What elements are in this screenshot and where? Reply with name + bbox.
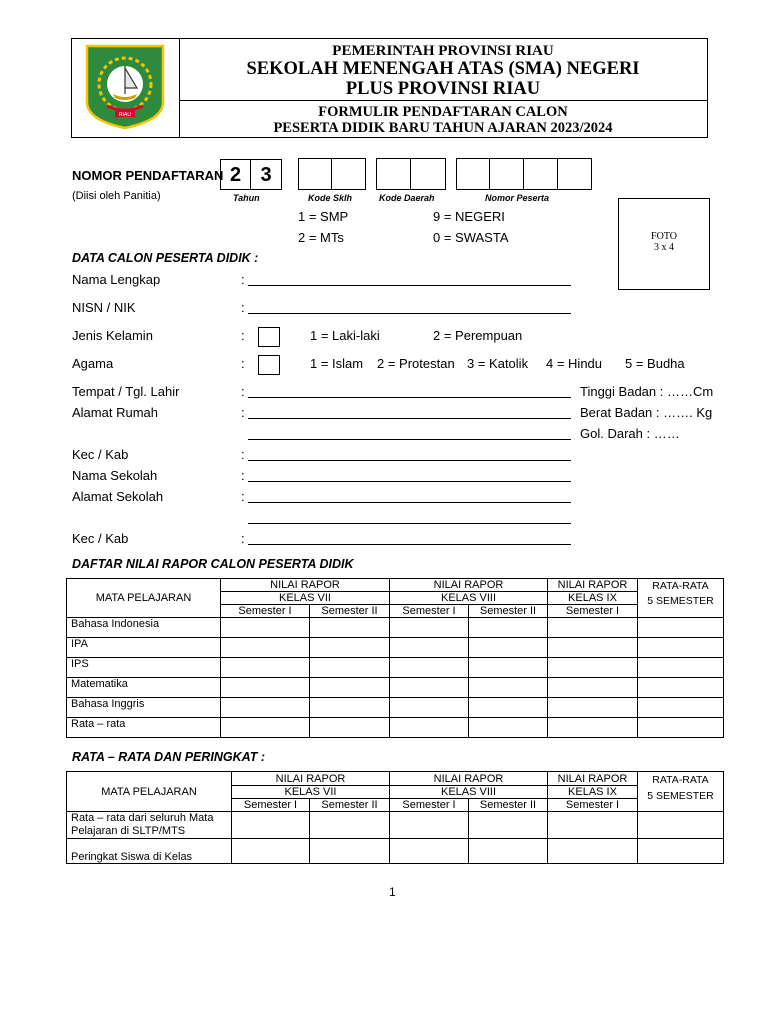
header-semester-1: Semester I: [548, 799, 638, 812]
subject-name: IPA: [67, 638, 221, 658]
grade-cell[interactable]: [390, 698, 469, 718]
grade-cell[interactable]: [232, 812, 310, 839]
grade-cell[interactable]: [390, 812, 469, 839]
input-alamat-rumah-2[interactable]: [248, 439, 571, 440]
gol-darah: Gol. Darah : ……: [580, 426, 680, 441]
grade-cell[interactable]: [638, 698, 724, 718]
grade-cell[interactable]: [310, 638, 390, 658]
header-mata-pelajaran: MATA PELAJARAN: [67, 579, 221, 618]
rapor-table: [66, 578, 724, 738]
header-nilai-rapor: NILAI RAPOR: [232, 772, 390, 786]
label-agama: Agama: [72, 356, 114, 371]
colon: :: [241, 447, 245, 462]
grade-cell[interactable]: [221, 638, 310, 658]
grade-cell[interactable]: [548, 618, 638, 638]
grade-cell[interactable]: [390, 678, 469, 698]
label-alamat-rumah: Alamat Rumah: [72, 405, 158, 420]
table-row: [67, 618, 724, 638]
grade-cell[interactable]: [548, 658, 638, 678]
code-smp: 1 = SMP: [298, 209, 349, 224]
participant-box-4[interactable]: [558, 158, 592, 190]
label-alamat-sekolah: Alamat Sekolah: [72, 489, 164, 504]
religion-checkbox[interactable]: [258, 355, 280, 375]
grade-cell[interactable]: [638, 678, 724, 698]
grade-cell[interactable]: [638, 839, 724, 864]
label-tahun: Tahun: [233, 193, 260, 203]
header-rata-rata: [638, 772, 724, 812]
header-kelas-ix: KELAS IX: [548, 786, 638, 799]
grade-cell[interactable]: [638, 812, 724, 839]
grade-cell[interactable]: [548, 638, 638, 658]
grade-cell[interactable]: [310, 698, 390, 718]
religion-option-2: 2 = Protestan: [377, 356, 455, 371]
form-title-line1: FORMULIR PENDAFTARAN CALON: [318, 104, 568, 120]
grade-cell[interactable]: [221, 678, 310, 698]
grade-cell[interactable]: [469, 718, 548, 738]
label-nama-lengkap: Nama Lengkap: [72, 272, 161, 287]
subject-name: Rata – rata: [67, 718, 221, 738]
input-alamat-sekolah-2[interactable]: [248, 523, 571, 524]
grade-cell[interactable]: [638, 718, 724, 738]
grade-cell[interactable]: [469, 618, 548, 638]
photo-size: 3 x 4: [654, 242, 674, 253]
grade-cell[interactable]: [390, 718, 469, 738]
header-nilai-rapor: NILAI RAPOR: [221, 579, 390, 592]
subject-name: Bahasa Indonesia: [67, 618, 221, 638]
grade-cell[interactable]: [221, 618, 310, 638]
religion-option-4: 4 = Hindu: [546, 356, 603, 371]
subject-name: Bahasa Inggris: [67, 698, 221, 718]
header-mata-pelajaran: MATA PELAJARAN: [67, 772, 232, 812]
section-title-peringkat: RATA – RATA DAN PERINGKAT :: [72, 750, 266, 764]
header-semester-2: Semester II: [310, 799, 390, 812]
header-nilai-rapor: NILAI RAPOR: [390, 579, 548, 592]
code-swasta: 0 = SWASTA: [433, 230, 509, 245]
header-rata-rata-line2: 5 SEMESTER: [647, 790, 714, 802]
grade-cell[interactable]: [548, 839, 638, 864]
year-digit-2[interactable]: 3: [251, 159, 282, 190]
header-rata-rata-line1: RATA-RATA: [652, 774, 709, 786]
grade-cell[interactable]: [390, 618, 469, 638]
label-nama-sekolah: Nama Sekolah: [72, 468, 158, 483]
header-nilai-rapor: NILAI RAPOR: [548, 772, 638, 786]
input-alamat-rumah-1[interactable]: [248, 418, 571, 419]
colon: :: [241, 356, 245, 371]
header-rata-rata-line2: 5 SEMESTER: [647, 595, 714, 607]
grade-cell[interactable]: [638, 618, 724, 638]
table-row: [67, 718, 724, 738]
registration-label: NOMOR PENDAFTARAN: [72, 168, 224, 183]
government-title: PEMERINTAH PROVINSI RIAU: [332, 43, 554, 59]
grade-cell[interactable]: [548, 812, 638, 839]
input-alamat-sekolah-1[interactable]: [248, 502, 571, 503]
input-nama-lengkap[interactable]: [248, 285, 571, 286]
peringkat-table: [66, 771, 724, 864]
section-title-data: DATA CALON PESERTA DIDIK :: [72, 251, 259, 265]
label-nomor-peserta: Nomor Peserta: [485, 193, 550, 203]
colon: :: [241, 531, 245, 546]
section-title-rapor: DAFTAR NILAI RAPOR CALON PESERTA DIDIK: [72, 557, 354, 571]
header-semester-2: Semester II: [469, 799, 548, 812]
grade-cell[interactable]: [310, 618, 390, 638]
header-kelas-viii: KELAS VIII: [390, 592, 548, 605]
colon: :: [241, 405, 245, 420]
table-row: [67, 658, 724, 678]
header-rata-rata-line1: RATA-RATA: [652, 580, 709, 592]
gender-option-1: 1 = Laki-laki: [310, 328, 380, 343]
header-semester-2: Semester II: [310, 605, 390, 618]
grade-cell[interactable]: [390, 658, 469, 678]
label-kec-kab: Kec / Kab: [72, 447, 129, 462]
header-kelas-vii: KELAS VII: [221, 592, 390, 605]
header-kelas-viii: KELAS VIII: [390, 786, 548, 799]
header-nilai-rapor: NILAI RAPOR: [548, 579, 638, 592]
colon: :: [241, 468, 245, 483]
header-semester-1: Semester I: [232, 799, 310, 812]
grade-cell[interactable]: [310, 718, 390, 738]
participant-box-2[interactable]: [490, 158, 524, 190]
grade-cell[interactable]: [638, 638, 724, 658]
logo-cell: [72, 39, 180, 137]
religion-option-3: 3 = Katolik: [467, 356, 529, 371]
grade-cell[interactable]: [232, 839, 310, 864]
grade-cell[interactable]: [310, 658, 390, 678]
school-name: SEKOLAH MENENGAH ATAS (SMA) NEGERI: [246, 59, 640, 79]
grade-cell[interactable]: [548, 718, 638, 738]
participant-box-1[interactable]: [456, 158, 490, 190]
header-semester-2: Semester II: [469, 605, 548, 618]
grade-cell[interactable]: [469, 658, 548, 678]
header-semester-1: Semester I: [548, 605, 638, 618]
label-kode-sklh: Kode Sklh: [308, 193, 353, 203]
grade-cell[interactable]: [310, 839, 390, 864]
label-jenis-kelamin: Jenis Kelamin: [72, 328, 153, 343]
row-rata-rata: Rata – rata dari seluruh Mata Pelajaran di SLTP/MTS: [67, 812, 232, 839]
tinggi-badan: Tinggi Badan : ……Cm: [580, 384, 714, 399]
input-nisn[interactable]: [248, 313, 571, 314]
form-title: [179, 100, 707, 137]
code-mts: 2 = MTs: [298, 230, 344, 245]
grade-cell[interactable]: [469, 678, 548, 698]
colon: :: [241, 489, 245, 504]
region-code-box-1[interactable]: [376, 158, 411, 190]
logo-text: RIAU: [119, 112, 131, 118]
grade-cell[interactable]: [469, 638, 548, 658]
row-peringkat: Peringkat Siswa di Kelas: [67, 839, 232, 864]
input-kec-kab-sekolah[interactable]: [248, 544, 571, 545]
photo-box[interactable]: [618, 198, 710, 290]
grade-cell[interactable]: [310, 678, 390, 698]
label-kode-daerah: Kode Daerah: [379, 193, 435, 203]
grade-cell[interactable]: [221, 718, 310, 738]
colon: :: [241, 300, 245, 315]
school-province: PLUS PROVINSI RIAU: [345, 79, 541, 99]
grade-cell[interactable]: [469, 698, 548, 718]
header-kelas-ix: KELAS IX: [548, 592, 638, 605]
grade-cell[interactable]: [548, 698, 638, 718]
gender-checkbox[interactable]: [258, 327, 280, 347]
religion-option-5: 5 = Budha: [625, 356, 685, 371]
school-code-box-2[interactable]: [332, 158, 366, 190]
label-kec-kab-sekolah: Kec / Kab: [72, 531, 129, 546]
grade-cell[interactable]: [469, 839, 548, 864]
code-negeri: 9 = NEGERI: [433, 209, 505, 224]
table-row: [67, 812, 724, 839]
gender-option-2: 2 = Perempuan: [433, 328, 523, 343]
grade-cell[interactable]: [221, 658, 310, 678]
grade-cell[interactable]: [310, 812, 390, 839]
region-code-box-2[interactable]: [411, 158, 446, 190]
form-header: [71, 38, 708, 138]
subject-name: Matematika: [67, 678, 221, 698]
table-row: [67, 678, 724, 698]
grade-cell[interactable]: [548, 678, 638, 698]
header-semester-1: Semester I: [221, 605, 310, 618]
header-semester-1: Semester I: [390, 799, 469, 812]
header-kelas-vii: KELAS VII: [232, 786, 390, 799]
grade-cell[interactable]: [390, 638, 469, 658]
colon: :: [241, 328, 245, 343]
header-semester-1: Semester I: [390, 605, 469, 618]
input-kec-kab[interactable]: [248, 460, 571, 461]
riau-emblem-logo: [85, 44, 165, 130]
school-code-box-1[interactable]: [298, 158, 332, 190]
input-ttl[interactable]: [248, 397, 571, 398]
grade-cell[interactable]: [469, 812, 548, 839]
header-nilai-rapor: NILAI RAPOR: [390, 772, 548, 786]
photo-label: FOTO: [651, 231, 677, 242]
header-rata-rata: [638, 579, 724, 618]
registration-note: (Diisi oleh Panitia): [72, 190, 161, 202]
grade-cell[interactable]: [638, 658, 724, 678]
table-row: [67, 698, 724, 718]
colon: :: [241, 384, 245, 399]
school-header: [179, 39, 707, 101]
page-number: 1: [389, 885, 396, 899]
colon: :: [241, 272, 245, 287]
input-nama-sekolah[interactable]: [248, 481, 571, 482]
berat-badan: Berat Badan : ……. Kg: [580, 405, 713, 420]
subject-name: IPS: [67, 658, 221, 678]
table-row: [67, 638, 724, 658]
participant-box-3[interactable]: [524, 158, 558, 190]
religion-option-1: 1 = Islam: [310, 356, 364, 371]
grade-cell[interactable]: [221, 698, 310, 718]
label-ttl: Tempat / Tgl. Lahir: [72, 384, 180, 399]
label-nisn: NISN / NIK: [72, 300, 136, 315]
grade-cell[interactable]: [390, 839, 469, 864]
form-title-line2: PESERTA DIDIK BARU TAHUN AJARAN 2023/2024: [273, 120, 613, 136]
year-digit-1[interactable]: 2: [220, 159, 251, 190]
table-row: [67, 839, 724, 864]
